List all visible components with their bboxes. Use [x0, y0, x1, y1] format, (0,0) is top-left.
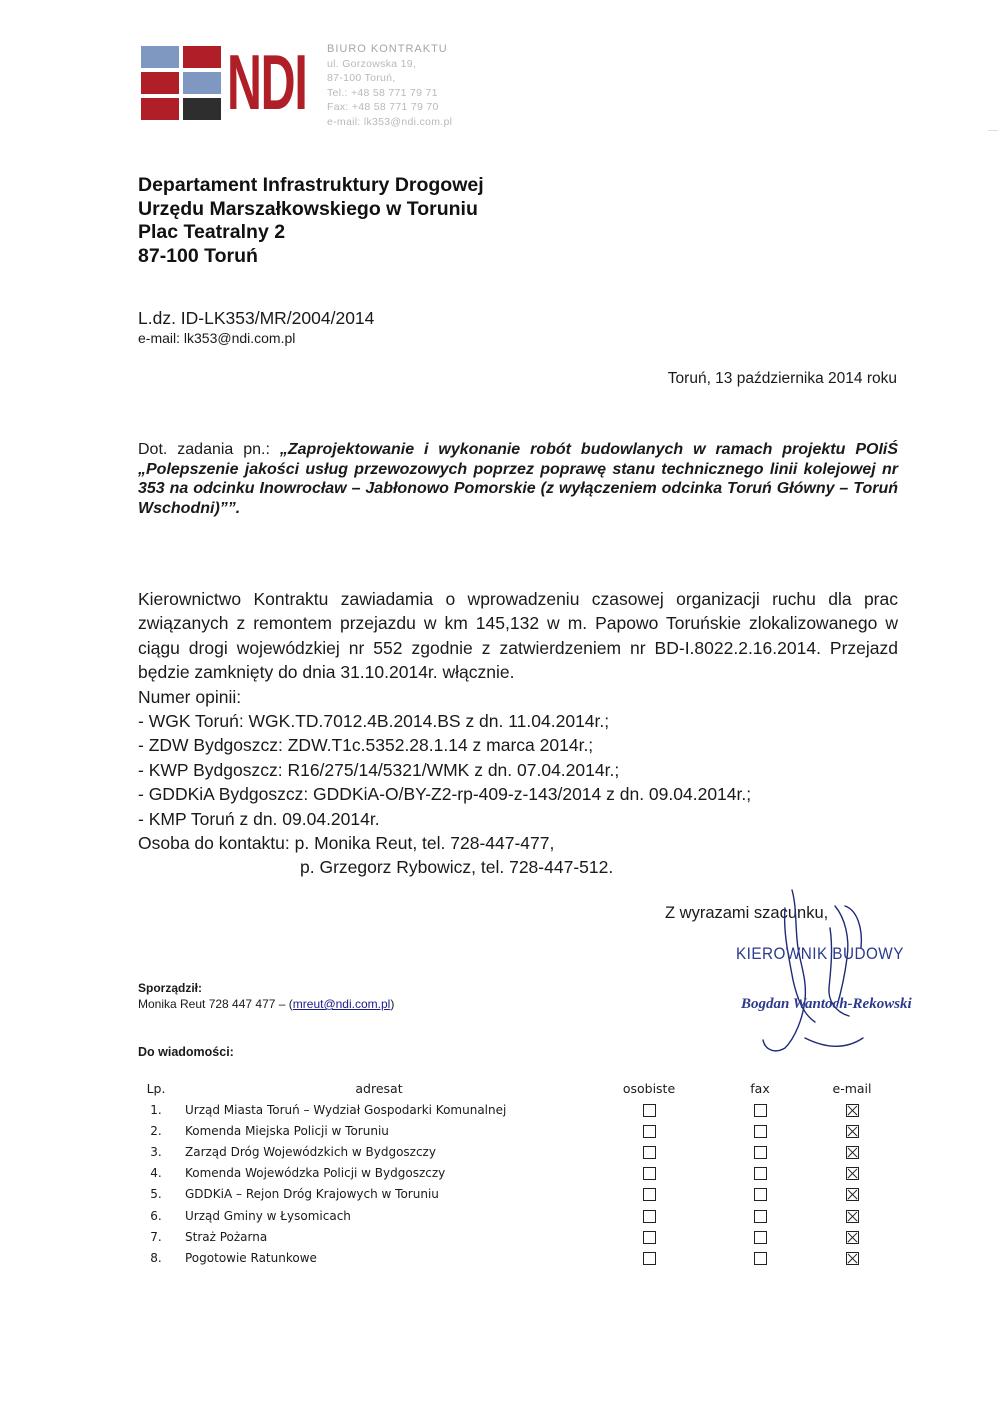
email-checkbox[interactable]: [846, 1210, 859, 1223]
closing-phrase: Z wyrazami szacunku,: [665, 904, 829, 922]
fax-checkbox-cell: [714, 1099, 806, 1120]
personal-checkbox[interactable]: [643, 1167, 656, 1180]
email-checkbox-cell: [806, 1226, 898, 1247]
email-checkbox-cell: [806, 1120, 898, 1141]
distribution-rows: [138, 1099, 898, 1269]
scan-edge-mark: [988, 130, 998, 131]
table-row: [138, 1226, 898, 1247]
personal-checkbox-cell: [584, 1099, 714, 1120]
fax-checkbox[interactable]: [754, 1252, 767, 1265]
logo-square-blue-2: [183, 72, 221, 94]
row-number: 6.: [150, 1208, 162, 1223]
office-address: [327, 42, 452, 130]
row-addressee: Urząd Miasta Toruń – Wydział Gospodarki Komunalnej: [185, 1102, 507, 1117]
opinions-label: Numer opinii:: [138, 686, 242, 707]
prepared-contact: [138, 996, 394, 1012]
fax-checkbox[interactable]: [754, 1188, 767, 1201]
office-heading: BIURO KONTRAKTU: [327, 43, 448, 55]
row-addressee: Komenda Miejska Policji w Toruniu: [185, 1123, 389, 1138]
body-paragraph: Kierownictwo Kontraktu zawiadamia o wprowadzeniu czasowej organizacji ruchu dla prac związanych z remontem przejazdu w km 145,132 w m. Papowo Toruńskie zlokalizowanego w ciągu drogi wojewódzkiej nr 552 zgodnie z zatwierdzeniem nr BD-I.8022.2.16.2014. Przejazd będzie zamknięty do dnia 31.10.2014r. włącznie.: [138, 589, 898, 683]
fax-checkbox[interactable]: [754, 1104, 767, 1117]
opinion-item: - ZDW Bydgoszcz: ZDW.T1c.5352.28.1.14 z marca 2014r.;: [138, 735, 594, 756]
row-number: 8.: [150, 1250, 162, 1265]
email-checkbox[interactable]: [846, 1146, 859, 1159]
distribution-label: Do wiadomości:: [138, 1045, 234, 1059]
opinion-item: - GDDKiA Bydgoszcz: GDDKiA-O/BY-Z2-rp-409-z-143/2014 z dn. 09.04.2014r.;: [138, 784, 752, 805]
email-checkbox[interactable]: [846, 1104, 859, 1117]
fax-checkbox[interactable]: [754, 1146, 767, 1159]
fax-checkbox[interactable]: [754, 1167, 767, 1180]
reference-number: L.dz. ID-LK353/MR/2004/2014: [138, 308, 375, 328]
fax-checkbox-cell: [714, 1205, 806, 1226]
table-row: [138, 1184, 898, 1205]
email-checkbox[interactable]: [846, 1188, 859, 1201]
distribution-header-row: [138, 1078, 898, 1099]
opinion-item: - KMP Toruń z dn. 09.04.2014r.: [138, 808, 380, 829]
row-number: 1.: [150, 1102, 162, 1117]
table-row: [138, 1163, 898, 1184]
fax-checkbox-cell: [714, 1226, 806, 1247]
email-checkbox-cell: [806, 1184, 898, 1205]
personal-checkbox-cell: [584, 1247, 714, 1268]
email-checkbox[interactable]: [846, 1125, 859, 1138]
table-row: [138, 1247, 898, 1268]
email-checkbox-cell: [806, 1099, 898, 1120]
stamp-name: Bogdan Wantoch-Rekowski: [741, 996, 912, 1012]
prepared-by: [138, 980, 394, 1012]
fax-checkbox-cell: [714, 1141, 806, 1162]
table-row: [138, 1205, 898, 1226]
contact-line: p. Grzegorz Rybowicz, tel. 728-447-512.: [300, 857, 614, 878]
prepared-close: ): [390, 997, 395, 1011]
subject-title: „Zaprojektowanie i wykonanie robót budowlanych w ramach projektu POIiŚ „Polepszenie jakości usług przewozowych poprzez poprawę stanu technicznego linii kolejowej nr 353 na odcinku Inowrocław – Jabłonowo Pomorskie (z wyłączeniem odcinka Toruń Główny – Toruń Wschodni)””.: [138, 441, 899, 517]
recipient-line: Plac Teatralny 2: [138, 221, 286, 243]
row-addressee: Zarząd Dróg Wojewódzkich w Bydgoszczy: [185, 1144, 436, 1159]
row-addressee: Pogotowie Ratunkowe: [185, 1250, 317, 1265]
personal-checkbox[interactable]: [643, 1188, 656, 1201]
fax-checkbox[interactable]: [754, 1210, 767, 1223]
personal-checkbox[interactable]: [643, 1210, 656, 1223]
distribution-table: [138, 1078, 898, 1269]
prepared-text: Monika Reut 728 447 477 – (: [138, 997, 293, 1011]
row-addressee: Komenda Wojewódzka Policji w Bydgoszczy: [185, 1166, 446, 1181]
personal-checkbox-cell: [584, 1120, 714, 1141]
contact-line: Osoba do kontaktu: p. Monika Reut, tel. 728-447-477,: [138, 833, 555, 854]
header-personal: osobiste: [622, 1081, 676, 1096]
table-row: [138, 1099, 898, 1120]
office-line: e-mail: lk353@ndi.com.pl: [327, 115, 453, 128]
personal-checkbox-cell: [584, 1184, 714, 1205]
email-checkbox-cell: [806, 1141, 898, 1162]
recipient-line: Departament Infrastruktury Drogowej: [138, 174, 484, 196]
fax-checkbox[interactable]: [754, 1231, 767, 1244]
logo-square-dark: [183, 98, 221, 120]
personal-checkbox-cell: [584, 1141, 714, 1162]
fax-checkbox-cell: [714, 1247, 806, 1268]
email-checkbox[interactable]: [846, 1252, 859, 1265]
email-checkbox-cell: [806, 1247, 898, 1268]
logo-square-red-3: [141, 98, 179, 120]
recipient-address: [138, 174, 484, 268]
table-row: [138, 1141, 898, 1162]
header-email: e-mail: [832, 1081, 872, 1096]
personal-checkbox[interactable]: [643, 1104, 656, 1117]
office-line: 87-100 Toruń,: [327, 72, 396, 85]
logo-text: NDI: [227, 38, 307, 126]
office-line: ul. Gorzowska 19,: [327, 57, 417, 70]
row-number: 2.: [150, 1123, 162, 1138]
prepared-label: Sporządził:: [138, 981, 203, 995]
opinion-item: - WGK Toruń: WGK.TD.7012.4B.2014.BS z dn. 11.04.2014r.;: [138, 711, 610, 732]
letter-date: Toruń, 13 października 2014 roku: [667, 370, 897, 387]
row-addressee: GDDKiA – Rejon Dróg Krajowych w Toruniu: [185, 1187, 439, 1202]
subject-block: [138, 440, 898, 518]
personal-checkbox[interactable]: [643, 1231, 656, 1244]
fax-checkbox-cell: [714, 1163, 806, 1184]
email-checkbox-cell: [806, 1163, 898, 1184]
header-addressee: adresat: [355, 1081, 403, 1096]
logo-square-blue-1: [141, 46, 179, 68]
email-checkbox[interactable]: [846, 1167, 859, 1180]
row-addressee: Urząd Gminy w Łysomicach: [185, 1208, 351, 1223]
email-checkbox[interactable]: [846, 1231, 859, 1244]
recipient-line: Urzędu Marszałkowskiego w Toruniu: [138, 197, 478, 220]
header-lp: Lp.: [146, 1081, 166, 1096]
personal-checkbox[interactable]: [643, 1125, 656, 1138]
recipient-line: 87-100 Toruń: [138, 244, 258, 267]
personal-checkbox[interactable]: [643, 1252, 656, 1265]
fax-checkbox[interactable]: [754, 1125, 767, 1138]
table-row: [138, 1120, 898, 1141]
stamp-title: KIEROWNIK BUDOWY: [736, 944, 904, 963]
reference-block: [138, 308, 374, 348]
fax-checkbox-cell: [714, 1184, 806, 1205]
personal-checkbox-cell: [584, 1205, 714, 1226]
letter-body: [138, 587, 898, 880]
personal-checkbox-cell: [584, 1163, 714, 1184]
row-number: 3.: [150, 1144, 162, 1159]
email-checkbox-cell: [806, 1205, 898, 1226]
office-line: Tel.: +48 58 771 79 71: [327, 86, 438, 99]
personal-checkbox-cell: [584, 1226, 714, 1247]
header-fax: fax: [750, 1081, 770, 1096]
handwritten-signature: [745, 888, 915, 1060]
company-logo: [141, 38, 307, 126]
row-number: 7.: [150, 1229, 162, 1244]
office-line: Fax: +48 58 771 79 70: [327, 101, 439, 114]
personal-checkbox[interactable]: [643, 1146, 656, 1159]
fax-checkbox-cell: [714, 1120, 806, 1141]
subject-prefix: Dot. zadania pn.:: [138, 441, 280, 458]
logo-square-red-2: [141, 72, 179, 94]
row-number: 4.: [150, 1166, 162, 1181]
logo-square-red-1: [183, 46, 221, 68]
opinion-item: - KWP Bydgoszcz: R16/275/14/5321/WMK z dn. 07.04.2014r.;: [138, 759, 620, 780]
row-number: 5.: [150, 1187, 162, 1202]
row-addressee: Straż Pożarna: [185, 1229, 268, 1244]
prepared-email-link[interactable]: mreut@ndi.com.pl: [292, 997, 391, 1011]
reference-email: e-mail: lk353@ndi.com.pl: [138, 330, 296, 346]
